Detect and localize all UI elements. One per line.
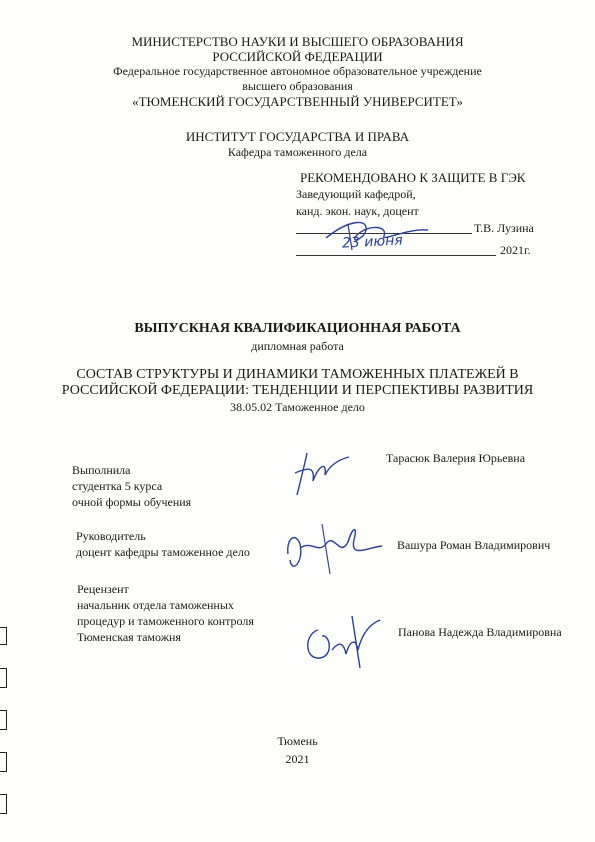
binder-mark-1 xyxy=(0,627,7,645)
reviewer-line4: Тюменская таможня xyxy=(77,630,181,644)
approval-position-line2: канд. экон. наук, доцент xyxy=(296,204,419,218)
footer-year: 2021 xyxy=(285,752,310,766)
author-label: Выполнила xyxy=(72,463,131,477)
institution-type-line1: Федеральное государственное автономное образовательное учреждение xyxy=(113,64,482,78)
university-name: «ТЮМЕНСКИЙ ГОСУДАРСТВЕННЫЙ УНИВЕРСИТЕТ» xyxy=(132,94,463,109)
specialty: 38.05.02 Таможенное дело xyxy=(230,400,365,414)
reviewer-line2: начальник отдела таможенных xyxy=(77,598,234,612)
work-title: ВЫПУСКНАЯ КВАЛИФИКАЦИОННАЯ РАБОТА xyxy=(134,321,461,336)
city: Тюмень xyxy=(277,734,318,748)
author-name: Тарасюк Валерия Юрьевна xyxy=(386,451,526,465)
institute-name: ИНСТИТУТ ГОСУДАРСТВА И ПРАВА xyxy=(185,129,410,144)
supervisor-name: Вашура Роман Владимирович xyxy=(397,538,551,552)
reviewer-name: Панова Надежда Владимировна xyxy=(398,625,562,639)
reviewer-line3: процедур и таможенного контроля xyxy=(77,614,254,628)
topic-line2: РОССИЙСКОЙ ФЕДЕРАЦИИ: ТЕНДЕНЦИИ И ПЕРСПЕКТИВЫ РАЗВИТИЯ xyxy=(61,383,534,398)
supervisor-line2: доцент кафедры таможенное дело xyxy=(76,545,250,559)
approval-position-line1: Заведующий кафедрой, xyxy=(296,187,416,201)
author-line3: очной формы обучения xyxy=(72,495,192,509)
ministry-line2: РОССИЙСКОЙ ФЕДЕРАЦИИ xyxy=(212,49,383,64)
department-name: Кафедра таможенного дела xyxy=(227,145,368,159)
supervisor-signature xyxy=(282,518,392,580)
ministry-line1: МИНИСТЕРСТВО НАУКИ И ВЫСШЕГО ОБРАЗОВАНИЯ xyxy=(131,34,464,49)
binder-mark-3 xyxy=(0,710,7,730)
author-line2: студентка 5 курса xyxy=(72,479,163,493)
head-of-department-signature xyxy=(318,210,458,255)
reviewer-signature xyxy=(300,610,390,670)
binder-mark-4 xyxy=(0,752,7,772)
binder-mark-2 xyxy=(0,668,7,688)
approval-title: РЕКОМЕНДОВАНО К ЗАЩИТЕ В ГЭК xyxy=(300,170,526,185)
approval-date-line xyxy=(296,255,496,256)
approval-date-handwritten: 23 июня xyxy=(341,232,404,252)
topic-line1: СОСТАВ СТРУКТУРЫ И ДИНАМИКИ ТАМОЖЕННЫХ ПЛАТЕЖЕЙ В xyxy=(76,367,519,382)
approval-year: 2021г. xyxy=(500,243,531,257)
author-signature xyxy=(285,445,360,500)
institution-type-line2: высшего образования xyxy=(242,79,353,93)
binder-mark-5 xyxy=(0,794,7,814)
reviewer-label: Рецензент xyxy=(77,582,129,596)
approval-name: Т.В. Лузина xyxy=(474,221,534,235)
supervisor-label: Руководитель xyxy=(76,529,146,543)
work-subtitle: дипломная работа xyxy=(251,339,344,353)
